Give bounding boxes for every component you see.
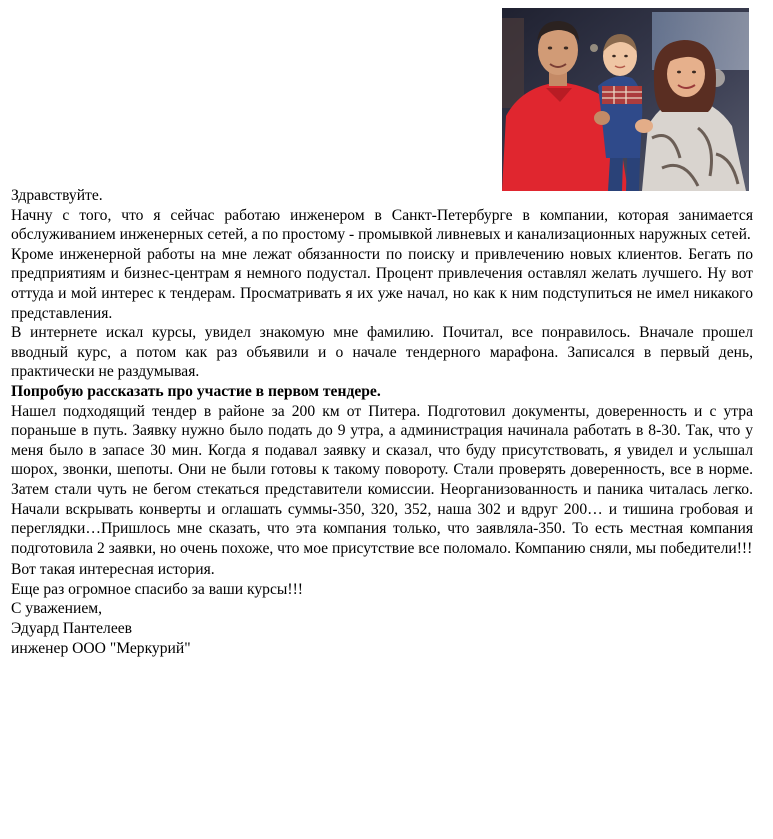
letter-body (11, 186, 753, 658)
paragraph-courses: В интернете искал курсы, увидел знакомую мне фамилию. Почитал, все понравилось. Вначале прошел вводный курс, а потом как раз объявили и о начале тендерного марафона. Записался в первый день, практически не раздумывая. (11, 324, 753, 381)
signature-title: инженер ООО "Меркурий" (11, 639, 191, 657)
paragraph-clients: Кроме инженерной работы на мне лежат обязанности по поиску и привлечению новых клиентов. Бегать по предприятиям и бизнес-центрам я немного подустал. Процент привлечения оставлял желать лучшего. Ну вот оттуда и мой интерес к тендерам. Просматривать я их уже начал, но как к ним подступиться не имел никакого представления. (11, 245, 753, 322)
closing-block (11, 560, 753, 658)
closing-line: Вот такая интересная история. (11, 561, 215, 579)
bold-heading: Попробую рассказать про участие в первом тендере. (11, 382, 381, 400)
signature-name: Эдуард Пантелеев (11, 620, 133, 638)
paragraph-story: Нашел подходящий тендер в районе за 200 км от Питера. Подготовил документы, доверенность и с утра пораньше в путь. Заявку нужно было подать до 9 утра, а администрация начинала работать в 8-30. Так, что у меня было в запасе 30 мин. Когда я подавал заявку и сказал, что буду присутствовать, я увидел и услышал шорох, звонки, шепоты. Они не были готовы к такому повороту. Стали проверять доверенность, все в норме. Затем стали чуть не бегом стекаться представители комиссии. Неорганизованность и паника читалась легко. Начали вскрывать конверты и оглашать суммы-350, 320, 352, наша 302 и вдруг 200… и тишина гробовая и переглядки…Пришлось мне сказать, что эта компания только, что заявляла-350. То есть местная компания подготовила 2 заявки, но очень похоже, что мое присутствие все поломало. Компанию сняли, мы победители!!! (11, 402, 753, 557)
closing-line: С уважением, (11, 600, 103, 618)
family-photo (502, 8, 749, 191)
greeting: Здравствуйте. (11, 187, 103, 204)
paragraph-work: Начну с того, что я сейчас работаю инженером в Санкт-Петербурге в компании, которая занимается обслуживанием инженерных сетей, а по простому - промывкой ливневых и канализационных наружных сетей. (11, 206, 753, 244)
closing-line: Еще раз огромное спасибо за ваши курсы!!! (11, 580, 303, 598)
